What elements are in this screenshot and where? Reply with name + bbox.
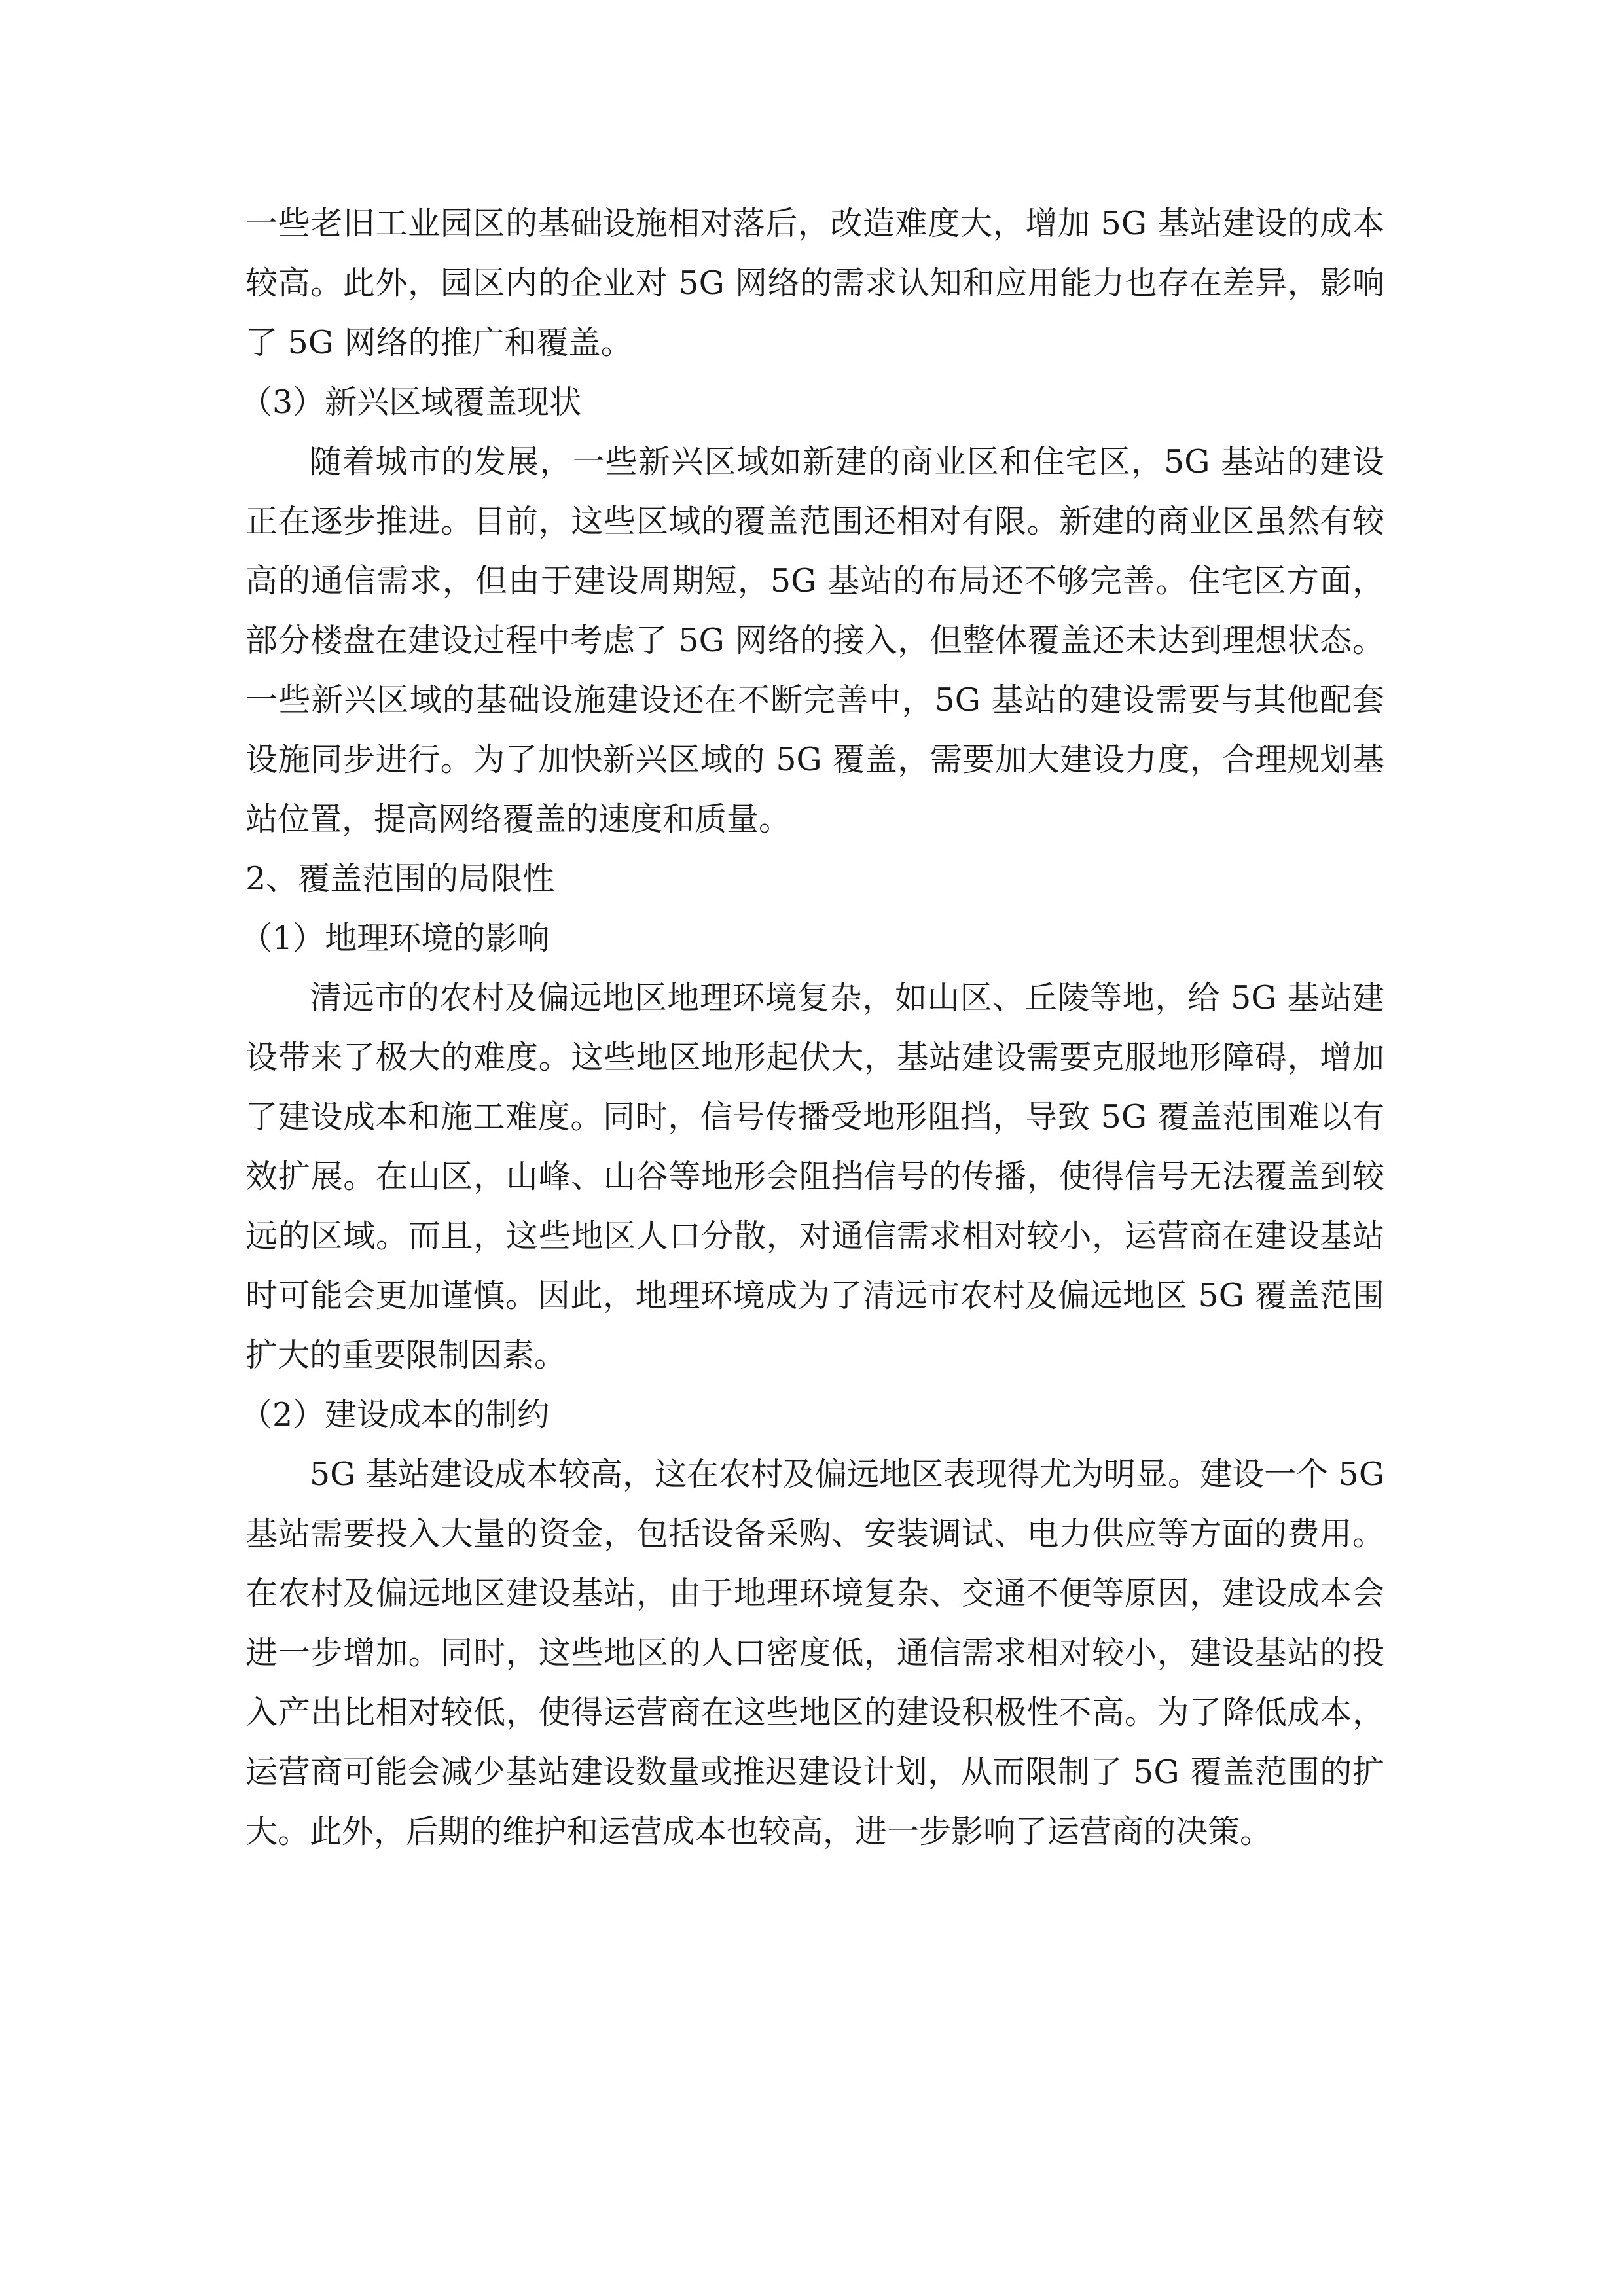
document-body (240, 194, 1384, 1861)
heading-coverage-limitations: 2、覆盖范围的局限性 (245, 860, 555, 897)
subheading-construction-cost: （2）建设成本的制约 (240, 1396, 550, 1433)
paragraph-construction-cost: 5G 基站建设成本较高，这在农村及偏远地区表现得尤为明显。建设一个 5G 基站需要投入大量的资金，包括设备采购、安装调试、电力供应等方面的费用。在农村及偏远地区建设基站，由于地理环境复杂、交通不便等原因，建设成本会进一步增加。同时，这些地区的人口密度低，通信需求相对较小，建设基站的投入产出比相对较低，使得运营商在这些地区的建设积极性不高。为了降低成本，运营商可能会减少基站建设数量或推迟建设计划，从而限制了 5G 覆盖范围的扩大。此外，后期的维护和运营成本也较高，进一步影响了运营商的决策。 (245, 1456, 1384, 1850)
paragraph-new-areas: 随着城市的发展，一些新兴区域如新建的商业区和住宅区，5G 基站的建设正在逐步推进。目前，这些区域的覆盖范围还相对有限。新建的商业区虽然有较高的通信需求，但由于建设周期短，5G 基站的布局还不够完善。住宅区方面，部分楼盘在建设过程中考虑了 5G 网络的接入，但整体覆盖还未达到理想状态。一些新兴区域的基础设施建设还在不断完善中，5G 基站的建设需要与其他配套设施同步进行。为了加快新兴区域的 5G 覆盖，需要加大建设力度，合理规划基站位置，提高网络覆盖的速度和质量。 (245, 443, 1384, 838)
paragraph-industrial-park-continued: 一些老旧工业园区的基础设施相对落后，改造难度大，增加 5G 基站建设的成本较高。此外，园区内的企业对 5G 网络的需求认知和应用能力也存在差异，影响了 5G 网络的推广和覆盖。 (245, 205, 1384, 361)
subheading-geography-impact: （1）地理环境的影响 (240, 920, 550, 957)
paragraph-geography: 清远市的农村及偏远地区地理环境复杂，如山区、丘陵等地，给 5G 基站建设带来了极大的难度。这些地区地形起伏大，基站建设需要克服地形障碍，增加了建设成本和施工难度。同时，信号传播受地形阻挡，导致 5G 覆盖范围难以有效扩展。在山区，山峰、山谷等地形会阻挡信号的传播，使得信号无法覆盖到较远的区域。而且，这些地区人口分散，对通信需求相对较小，运营商在建设基站时可能会更加谨慎。因此，地理环境成为了清远市农村及偏远地区 5G 覆盖范围扩大的重要限制因素。 (245, 979, 1384, 1374)
subheading-new-areas-coverage: （3）新兴区域覆盖现状 (240, 384, 582, 421)
